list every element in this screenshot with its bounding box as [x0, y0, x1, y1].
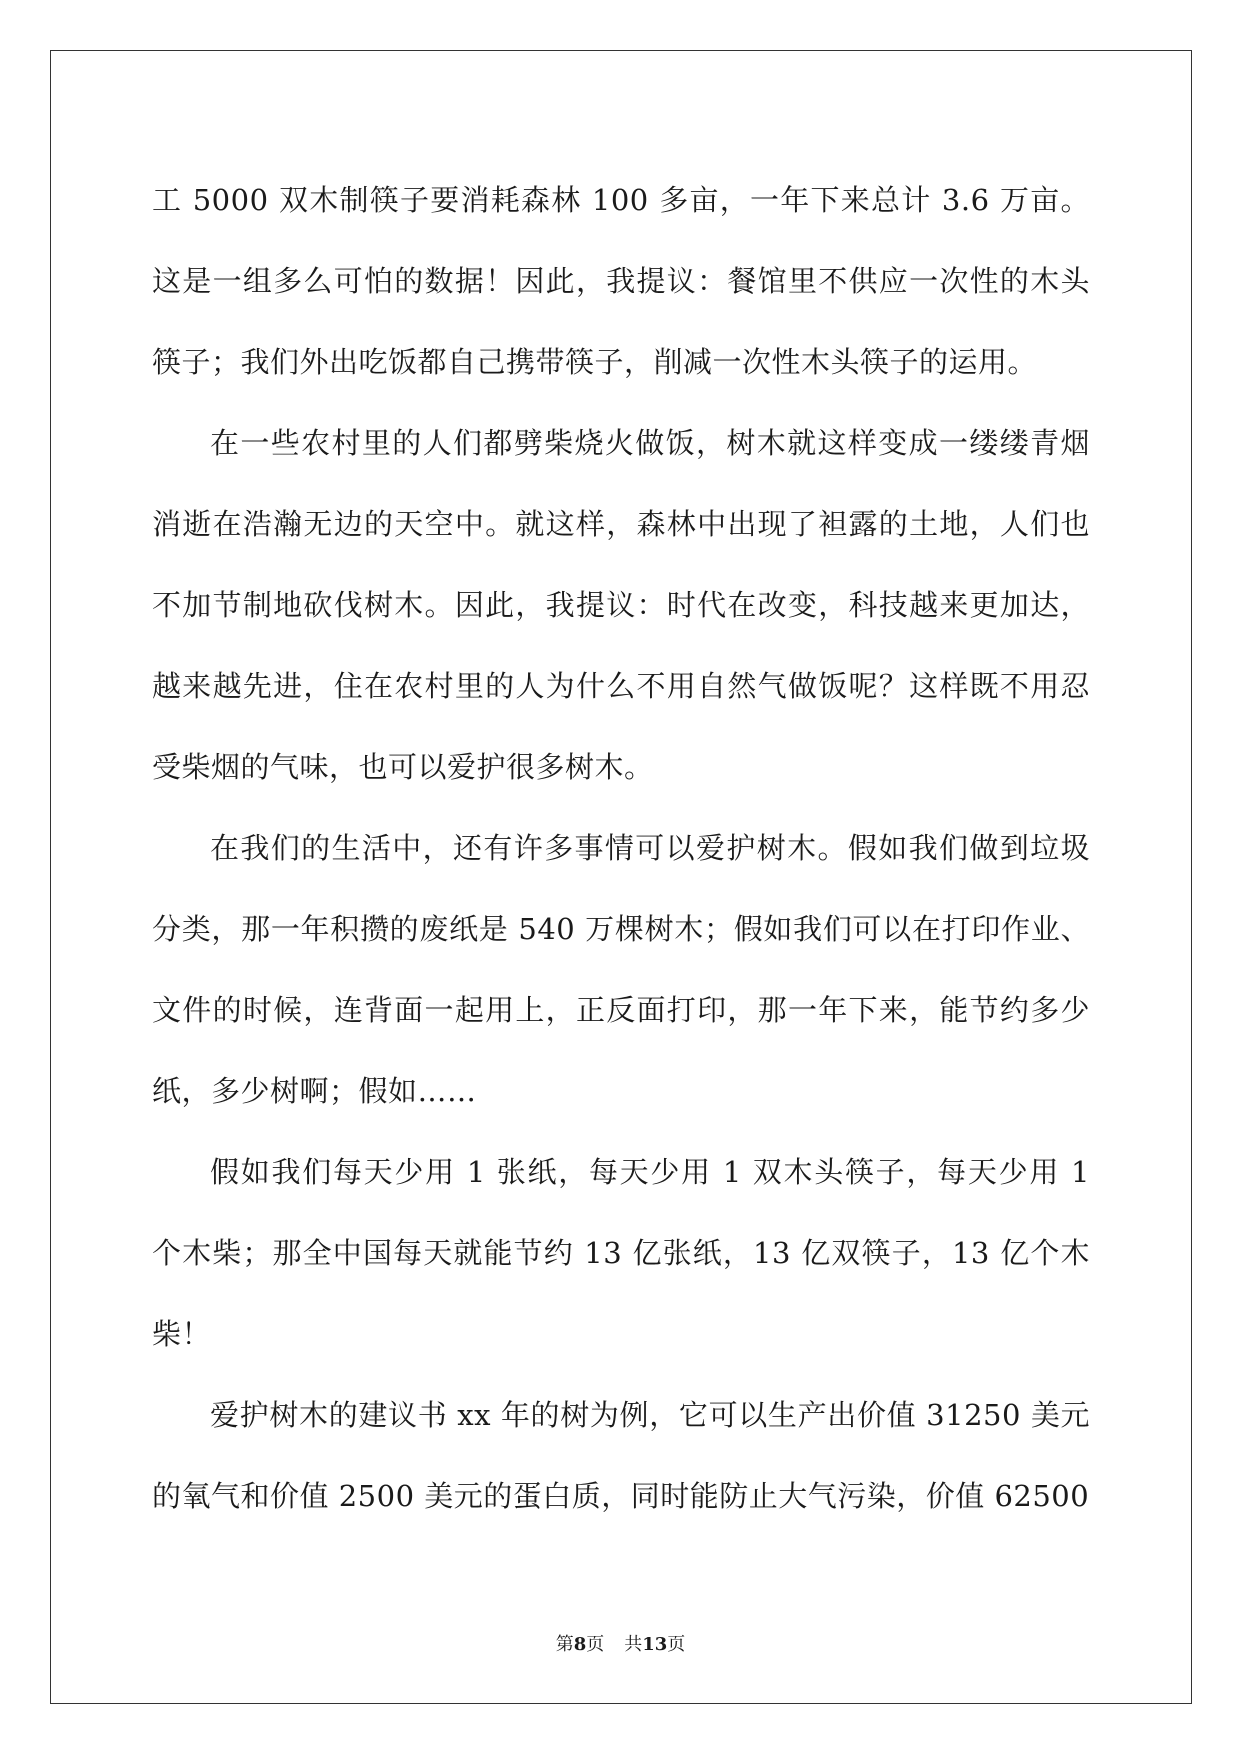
page-prefix: 第 [555, 1634, 574, 1655]
total-prefix: 共 [624, 1634, 643, 1655]
paragraph-1: 工 5000 双木制筷子要消耗森林 100 多亩，一年下来总计 3.6 万亩。这是一组多么可怕的数据！因此，我提议：餐馆里不供应一次性的木头筷子；我们外出吃饭都自己携带筷子，削减一次性木头筷子的运用。 [152, 183, 1090, 379]
total-pages: 13 [642, 1634, 668, 1655]
paragraph-2: 在一些农村里的人们都劈柴烧火做饭，树木就这样变成一缕缕青烟消逝在浩瀚无边的天空中。就这样，森林中出现了袒露的土地，人们也不加节制地砍伐树木。因此，我提议：时代在改变，科技越来更加达，越来越先进，住在农村里的人为什么不用自然气做饭呢？这样既不用忍受柴烟的气味，也可以爱护很多树木。 [152, 426, 1090, 784]
page-number: 8 [573, 1634, 587, 1655]
total-suffix: 页 [667, 1634, 686, 1655]
page-suffix: 页 [586, 1634, 605, 1655]
paragraph-4: 假如我们每天少用 1 张纸，每天少用 1 双木头筷子，每天少用 1 个木柴；那全中国每天就能节约 13 亿张纸，13 亿双筷子，13 亿个木柴！ [152, 1155, 1090, 1351]
page-footer [0, 1630, 1241, 1656]
paragraph-5: 爱护树木的建议书 xx 年的树为例，它可以生产出价值 31250 美元的氧气和价值 2500 美元的蛋白质，同时能防止大气污染，价值 62500 [152, 1398, 1090, 1513]
paragraph-3: 在我们的生活中，还有许多事情可以爱护树木。假如我们做到垃圾分类，那一年积攒的废纸是 540 万棵树木；假如我们可以在打印作业、文件的时候，连背面一起用上，正反面打印，那一年下来，能节约多少纸，多少树啊；假如…… [152, 831, 1090, 1108]
document-body [152, 160, 1090, 1537]
